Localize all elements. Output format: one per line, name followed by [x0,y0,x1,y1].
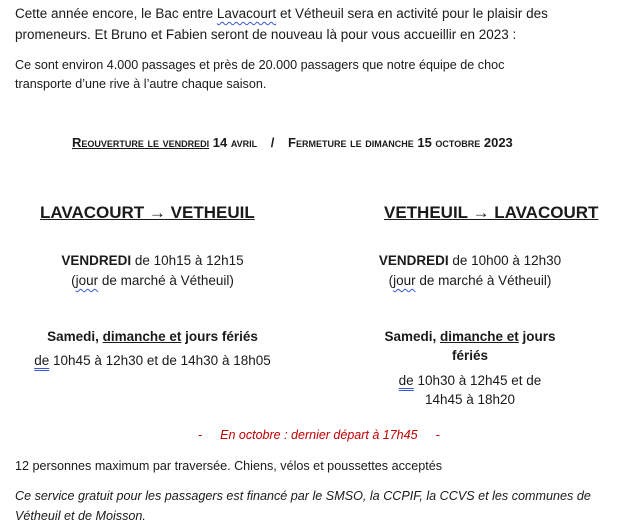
reopen-date: 14 avril [212,135,258,150]
left-weekend-hours: de 10h45 à 12h30 et de 14h30 à 18h05 [34,353,271,368]
capacity-note: 12 personnes maximum par traversée. Chiens, vélos et poussettes acceptés [15,459,443,473]
right-weekend-hours: de 10h30 à 12h45 et de [398,373,542,388]
stats-line-1: Ce sont environ 4.000 passages et près de 20.000 passagers que notre équipe de choc [15,58,505,72]
season-separator: / [270,135,275,150]
season-dates [72,135,513,150]
right-weekend-hours-cont: 14h45 à 18h20 [424,392,516,407]
right-weekday: VENDREDI de 10h00 à 12h30 [378,253,562,268]
right-weekend: Samedi, dimanche et jours [384,329,556,344]
funding-line-2: Vétheuil et de Moisson. [15,509,146,523]
lavacourt-word: Lavacourt [216,6,277,21]
right-weekend-cont: fériés [451,348,489,363]
left-route-title: LAVACOURT → VETHEUIL [40,203,255,222]
reopen-label: Reouverture le vendredi [72,135,210,150]
left-market-note: (jour de marché à Vétheuil) [71,273,234,288]
intro-line-1: Cette année encore, le Bac entre Lavacourt et Vétheuil sera en activité pour le plaisir des [15,6,548,21]
right-route-title: VETHEUIL → LAVACOURT [384,203,599,222]
close-date: 15 octobre 2023 [417,135,513,150]
october-note: - En octobre : dernier départ à 17h45 - [198,428,440,442]
left-weekday: VENDREDI de 10h15 à 12h15 [61,253,244,268]
close-label: Fermeture le dimanche [288,135,414,150]
intro-line-2: promeneurs. Et Bruno et Fabien seront de nouveau là pour vous accueillir en 2023 : [15,27,517,42]
stats-line-2: transporte d’une rive à l’autre chaque saison. [15,77,267,91]
right-market-note: (jour de marché à Vétheuil) [388,273,552,288]
funding-line-1: Ce service gratuit pour les passagers est financé par le SMSO, la CCPIF, la CCVS et les communes de [15,489,591,503]
left-weekend: Samedi, dimanche et jours fériés [47,329,258,344]
